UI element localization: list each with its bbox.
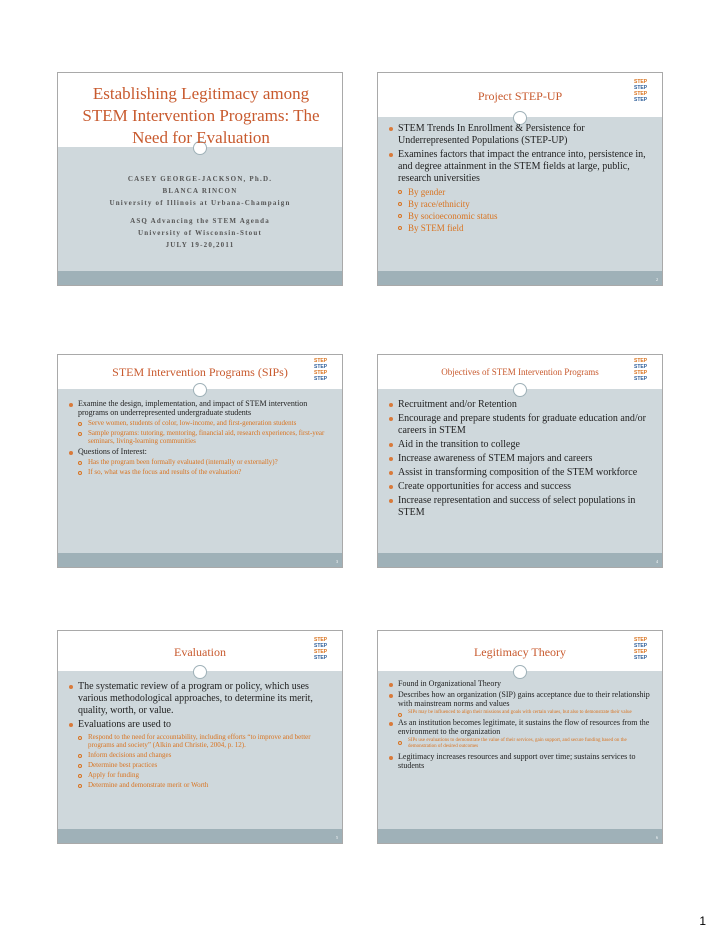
bullet: STEM Trends In Enrollment & Persistence for Underrepresented Populations (STEP-UP) xyxy=(386,123,654,147)
bullet: Create opportunities for access and success xyxy=(386,481,654,493)
sub-bullet: If so, what was the focus and results of the evaluation? xyxy=(66,468,334,476)
sub-bullet: Inform decisions and changes xyxy=(66,751,334,759)
bullet: Encourage and prepare students for graduate education and/or careers in STEM xyxy=(386,413,654,437)
slide-authors xyxy=(58,173,342,209)
slide-number: 4 xyxy=(656,559,658,564)
bullet: Evaluations are used to xyxy=(66,719,334,731)
author-2: BLANCA RINCON xyxy=(162,187,238,195)
slide-bullets xyxy=(386,399,654,521)
slide-3 xyxy=(57,354,343,568)
slide-5 xyxy=(57,630,343,844)
bullet: Legitimacy increases resources and support over time; sustains services to students xyxy=(386,752,654,770)
venue-place: University of Wisconsin-Stout xyxy=(138,229,262,237)
slide-4 xyxy=(377,354,663,568)
bullet: Describes how an organization (SIP) gains acceptance due to their relationship with mainstream norms and values xyxy=(386,690,654,708)
slide-bullets xyxy=(66,681,334,791)
sub-bullet: By race/ethnicity xyxy=(386,199,654,209)
step-up-logo: STEP STEP STEP STEP xyxy=(634,637,648,661)
slide-title: STEM Intervention Programs (SIPs) xyxy=(112,365,288,379)
author-1: CASEY GEORGE-JACKSON, Ph.D. xyxy=(127,175,273,183)
bullet: Recruitment and/or Retention xyxy=(386,399,654,411)
sub-bullet: SIPs use evaluations to demonstrate the value of their services, gain support, and secure funding based on the demonstration of desired outcomes xyxy=(386,738,654,750)
slide-divider-circle xyxy=(513,665,527,679)
sub-bullet: SIPs may be influenced to align their missions and goals with certain values, but also to demonstrate their value xyxy=(386,710,654,716)
venue-name: ASQ Advancing the STEM Agenda xyxy=(130,217,270,225)
bullet: Examine the design, implementation, and impact of STEM intervention programs on underrepresented undergraduate students xyxy=(66,399,334,417)
bullet: Assist in transforming composition of the STEM workforce xyxy=(386,467,654,479)
sub-bullet: Has the program been formally evaluated (internally or externally)? xyxy=(66,458,334,466)
slide-bullets xyxy=(386,679,654,772)
slide-title: Evaluation xyxy=(174,645,226,659)
sub-bullet: Serve women, students of color, low-income, and first-generation students xyxy=(66,419,334,427)
sub-bullet: Determine best practices xyxy=(66,761,334,769)
slide-number: 5 xyxy=(336,835,338,840)
slide-title: Establishing Legitimacy among STEM Intervention Programs: The Need for Evaluation xyxy=(82,84,320,147)
slide-bullets xyxy=(386,123,654,235)
bullet: The systematic review of a program or policy, which uses various methodological approaches, to determine its merit, quality, worth, or value. xyxy=(66,681,334,717)
slide-title: Objectives of STEM Intervention Programs xyxy=(441,367,599,377)
slide-number: 2 xyxy=(656,277,658,282)
bullet: As an institution becomes legitimate, it sustains the flow of resources from the environment to the organization xyxy=(386,718,654,736)
sub-bullet: By socioeconomic status xyxy=(386,211,654,221)
slide-bullets xyxy=(66,399,334,478)
slide-divider-circle xyxy=(513,383,527,397)
bullet: Aid in the transition to college xyxy=(386,439,654,451)
bullet: Questions of Interest: xyxy=(66,447,334,456)
slide-divider-circle xyxy=(193,383,207,397)
sub-bullet: Determine and demonstrate merit or Worth xyxy=(66,781,334,789)
affiliation: University of Illinois at Urbana-Champaign xyxy=(109,199,291,207)
slide-6 xyxy=(377,630,663,844)
sub-bullet: Sample programs: tutoring, mentoring, financial aid, research experiences, first-year seminars, living-learning communities xyxy=(66,429,334,445)
step-up-logo: STEP STEP STEP STEP xyxy=(314,358,328,382)
step-up-logo: STEP STEP STEP STEP xyxy=(314,637,328,661)
sub-bullet: Respond to the need for accountability, including efforts “to improve and better programs and society” (Alkin and Christie, 2004, p. 12). xyxy=(66,733,334,749)
bullet: Increase awareness of STEM majors and careers xyxy=(386,453,654,465)
sub-bullet: By gender xyxy=(386,187,654,197)
bullet: Examines factors that impact the entrance into, persistence in, and degree attainment in the STEM fields at large, public, research universities xyxy=(386,149,654,185)
slide-1 xyxy=(57,72,343,286)
sub-bullet: By STEM field xyxy=(386,223,654,233)
bullet: Increase representation and success of select populations in STEM xyxy=(386,495,654,519)
slide-divider-circle xyxy=(193,665,207,679)
step-up-logo: STEP STEP STEP STEP xyxy=(634,79,648,103)
slide-2 xyxy=(377,72,663,286)
slide-title: Legitimacy Theory xyxy=(473,645,567,659)
slide-venue xyxy=(58,215,342,251)
slide-number: 6 xyxy=(656,835,658,840)
bullet: Found in Organizational Theory xyxy=(386,679,654,688)
venue-date: JULY 19-20,2011 xyxy=(165,241,235,249)
sub-bullet: Apply for funding xyxy=(66,771,334,779)
slide-title: Project STEP-UP xyxy=(477,89,563,103)
slide-number: 3 xyxy=(336,559,338,564)
step-up-logo: STEP STEP STEP STEP xyxy=(634,358,648,382)
page-number: 1 xyxy=(699,914,706,928)
